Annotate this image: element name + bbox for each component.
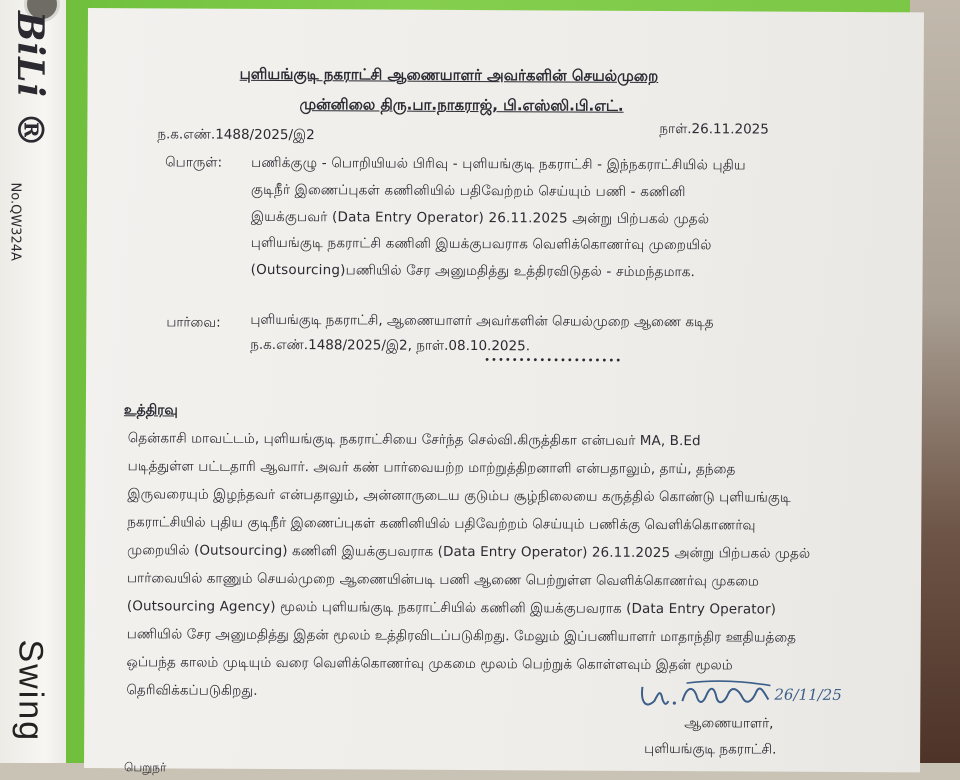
binder-brand: BiLi ® bbox=[9, 11, 51, 149]
body-line: முறையில் (Outsourcing) கணினி இயக்குபவராக (Data Entry Operator) 26.11.2025 அன்று பிற்பகல் முதல் bbox=[127, 542, 811, 562]
signer-title: ஆணையாளர், bbox=[684, 715, 774, 732]
letter-date: நாள்.26.11.2025 bbox=[659, 120, 769, 138]
reference-number: ந.க.எண்.1488/2025/இ2 bbox=[157, 126, 315, 144]
reference-line: ந.க.எண்.1488/2025/இ2, நாள்.08.10.2025. bbox=[250, 336, 531, 355]
body-line: தென்காசி மாவட்டம், புளியங்குடி நகராட்சியை சேர்ந்த செல்வி.கிருத்திகா என்பவர் MA, B.Ed bbox=[127, 430, 701, 450]
subject-line: பணிக்குழு - பொறியியல் பிரிவு - புளியங்குடி நகராட்சி - இந்நகராட்சியில் புதிய bbox=[251, 154, 746, 174]
body-line: இருவரையும் இழந்தவர் என்பதாலும், அன்னாருடைய குடும்ப சூழ்நிலையை கருத்தில் கொண்டு புளியங்குடி bbox=[127, 486, 791, 506]
recipient-label-cut: பெறுநர் bbox=[123, 760, 167, 775]
body-line: (Outsourcing Agency) மூலம் புளியங்குடி நகராட்சியில் கணினி இயக்குபவராக (Data Entry Operator) bbox=[126, 598, 777, 618]
letter-page bbox=[84, 8, 924, 775]
subject-line: இயக்குபவர் (Data Entry Operator) 26.11.2025 அன்று பிற்பகல் முதல் bbox=[250, 208, 710, 228]
separator-dots: •••••••••••••••••••• bbox=[484, 355, 623, 367]
subject-line: (Outsourcing)பணியில் சேர அனுமதித்து உத்திரவிடுதல் - சம்மந்தமாக. bbox=[250, 261, 696, 281]
body-line: நகராட்சியில் புதிய குடிநீர் இணைப்புகள் கணினியில் பதிவேற்றம் செய்யும் பணிக்கு வெளிக்கொணர்வு bbox=[127, 514, 756, 534]
reference-line: புளியங்குடி நகராட்சி, ஆணையாளர் அவர்களின் செயல்முறை ஆணை கடித bbox=[250, 311, 714, 331]
binder-model: No.QW324A bbox=[7, 182, 23, 261]
subject-label: பொருள்: bbox=[165, 154, 223, 171]
letter-title: புளியங்குடி நகராட்சி ஆணையாளர் அவர்களின் செயல்முறை bbox=[239, 64, 659, 85]
signer-office: புளியங்குடி நகராட்சி. bbox=[644, 740, 777, 758]
subject-line: புளியங்குடி நகராட்சி கணினி இயக்குபவராக வெளிக்கொணர்வு முறையில் bbox=[250, 234, 712, 254]
letter-presiding: முன்னிலை திரு.பா.நாகராஜ், பி.எஸ்ஸி.பி.எட். bbox=[299, 95, 624, 115]
signature-date: 26/11/25 bbox=[774, 685, 842, 704]
body-line: படித்துள்ள பட்டதாரி ஆவார். அவர் கண் பார்வையற்ற மாற்றுத்திறனாளி என்பதாலும், தாய், தந்தை bbox=[127, 458, 736, 478]
body-line: ஒப்பந்த காலம் முடியும் வரை வெளிக்கொணர்வு முகமை மூலம் பெற்றுக் கொள்ளவும் இதன் மூலம் bbox=[126, 654, 733, 674]
reference-label: பார்வை: bbox=[166, 314, 221, 331]
body-line: பணியில் சேர அனுமதித்து இதன் மூலம் உத்திரவிடப்படுகிறது. மேலும் இப்பணியாளர் மாதாந்திர ஊதியத்தை bbox=[126, 626, 797, 646]
subject-line: குடிநீர் இணைப்புகள் கணினியில் பதிவேற்றம் செய்யும் பணி - கணினி bbox=[251, 181, 686, 201]
body-line: பார்வையில் காணும் செயல்முறை ஆணையின்படி பணி ஆணை பெற்றுள்ள வெளிக்கொணர்வு முகமை bbox=[126, 570, 760, 590]
body-line: தெரிவிக்கப்படுகிறது. bbox=[126, 682, 258, 699]
order-heading: உத்திரவு bbox=[123, 402, 178, 419]
binder-swing-label: Swing bbox=[11, 639, 50, 743]
